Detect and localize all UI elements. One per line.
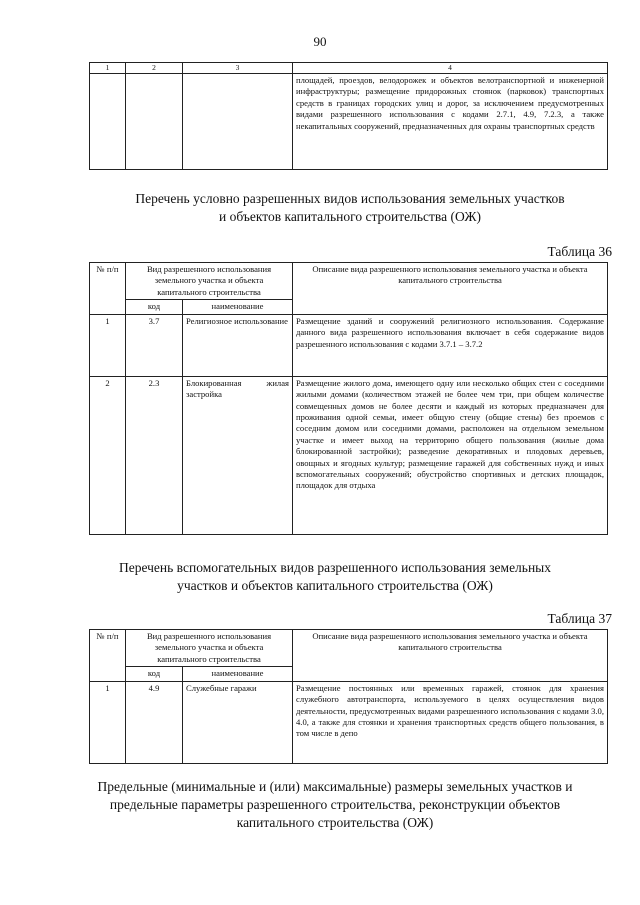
row-name: Религиозное использование [183, 314, 293, 376]
row-num: 1 [90, 681, 126, 763]
section2-heading: Перечень вспомогательных видов разрешенного использования земельных участков и объектов капитального строительства (ОЖ) [119, 560, 551, 593]
table-row [90, 376, 608, 534]
row-description: Размещение постоянных или временных гаражей, стоянок для хранения служебного автотранспорта, используемого в целях осуществления видов деятельности, предусмотренных видами разрешенного использования с кодами 3.0, 4.0, а также для стоянки и хранения транспортных средств общего пользования, в том числе в депо [293, 681, 608, 763]
section3-heading: Предельные (минимальные и (или) максимальные) размеры земельных участков и предельные параметры разрешенного строительства, реконструкции объектов капитального строительства (ОЖ) [97, 779, 573, 830]
row-num: 2 [90, 376, 126, 534]
table-37-label: Таблица 37 [547, 611, 612, 626]
row-name: Служебные гаражи [183, 681, 293, 763]
header-code: код [126, 667, 183, 681]
header-name: наименование [183, 300, 293, 314]
row-code: 2.3 [126, 376, 183, 534]
continuation-table [89, 62, 608, 170]
row-name: Блокированная жилая застройка [183, 376, 293, 534]
continuation-description: площадей, проездов, велодорожек и объектов велотранспортной и инженерной инфраструктуры; размещение придорожных стоянок (парковок) транспортных средств в границах городских улиц и дорог, за исключением предусмотренных видами разрешенного использования с кодами 2.7.1, 4.9, 7.2.3, а также некапитальных сооружений, предназначенных для охраны транспортных средств [293, 73, 608, 169]
col-number-2: 2 [126, 63, 183, 74]
table-36-label: Таблица 36 [547, 244, 612, 259]
row-code: 3.7 [126, 314, 183, 376]
col-number-1: 1 [90, 63, 126, 74]
header-kind: Вид разрешенного использования земельного участка и объекта капитального строительства [126, 630, 293, 667]
table-row [90, 314, 608, 376]
header-kind: Вид разрешенного использования земельного участка и объекта капитального строительства [126, 263, 293, 300]
table-37 [89, 629, 608, 764]
table-row [90, 681, 608, 763]
row-num: 1 [90, 314, 126, 376]
section1-heading: Перечень условно разрешенных видов использования земельных участков и объектов капитального строительства (ОЖ) [135, 191, 565, 224]
page-number: 90 [313, 34, 327, 49]
col-number-3: 3 [183, 63, 293, 74]
row-description: Размещение зданий и сооружений религиозного использования. Содержание данного вида разрешенного использования включает в себя содержание видов разрешенного использования с кодами 3.7.1 – 3.7.2 [293, 314, 608, 376]
row-code: 4.9 [126, 681, 183, 763]
header-description: Описание вида разрешенного использования земельного участка и объекта капитального строительства [293, 263, 608, 315]
header-description: Описание вида разрешенного использования земельного участка и объекта капитального строительства [293, 630, 608, 682]
header-code: код [126, 300, 183, 314]
col-number-4: 4 [293, 63, 608, 74]
row-description: Размещение жилого дома, имеющего одну или несколько общих стен с соседними жилыми домами (количеством этажей не более чем три, при общем количестве совмещенных домов не более десяти и каждый из которых предназначен для проживания одной семьи, имеет общую стену (общие стены) без проемов с соседним домом или соседними домами, расположен на отдельном земельном участке и имеет выход на территорию общего пользования (жилые дома блокированной застройки); разведение декоративных и плодовых деревьев, овощных и ягодных культур; размещение гаражей для собственных нужд и иных вспомогательных сооружений; обустройство спортивных и детских площадок, площадок для отдыха [293, 376, 608, 534]
header-num: № п/п [90, 630, 126, 682]
table-36 [89, 262, 608, 535]
header-num: № п/п [90, 263, 126, 315]
header-name: наименование [183, 667, 293, 681]
